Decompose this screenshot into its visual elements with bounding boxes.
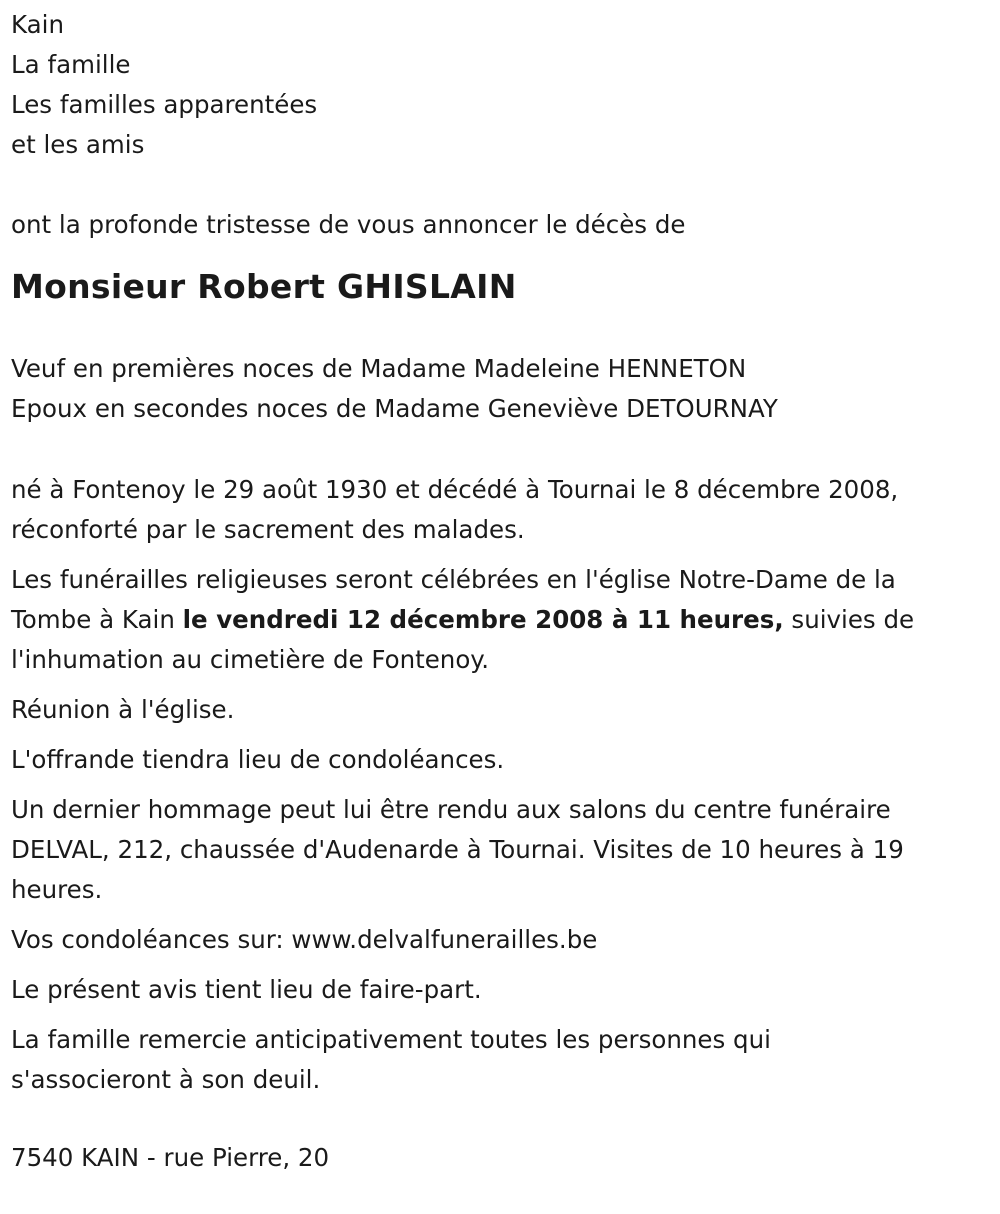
announcers-block: [11, 5, 986, 165]
second-spouse: Epoux en secondes noces de Madame Geneviève DETOURNAY: [11, 394, 778, 423]
meeting-paragraph: [11, 690, 986, 730]
funeral-paragraph: [11, 560, 986, 680]
announcer-location: Kain: [11, 10, 64, 39]
meeting-text: Réunion à l'église.: [11, 695, 235, 724]
obituary-notice: [11, 5, 986, 1178]
funeral-location-text: Tombe à Kain: [11, 605, 183, 634]
funeral-followed-text: suivies de: [783, 605, 915, 634]
announcer-friends: et les amis: [11, 130, 145, 159]
thanks-line-2: s'associeront à son deuil.: [11, 1065, 321, 1094]
first-spouse: Veuf en premières noces de Madame Madeleine HENNETON: [11, 354, 747, 383]
tribute-line-3: heures.: [11, 875, 103, 904]
address: 7540 KAIN - rue Pierre, 20: [11, 1143, 330, 1172]
condolences-text: Vos condoléances sur: www.delvalfunerailles.be: [11, 925, 598, 954]
spacer: [11, 1100, 986, 1138]
spacer: [11, 429, 986, 470]
funeral-line-1: Les funérailles religieuses seront célébrées en l'église Notre-Dame de la: [11, 565, 896, 594]
deceased-name: Monsieur Robert GHISLAIN: [11, 267, 517, 306]
condolences-paragraph: [11, 920, 986, 960]
tribute-line-2: DELVAL, 212, chaussée d'Audenarde à Tournai. Visites de 10 heures à 19: [11, 835, 904, 864]
announcer-family: La famille: [11, 50, 131, 79]
spacer: [11, 165, 986, 205]
sacrament-line: réconforté par le sacrement des malades.: [11, 515, 525, 544]
announcement-text: ont la profonde tristesse de vous annoncer le décès de: [11, 210, 686, 239]
announcer-related-families: Les familles apparentées: [11, 90, 318, 119]
birth-death-paragraph: [11, 470, 986, 550]
thanks-paragraph: [11, 1020, 986, 1100]
tribute-line-1: Un dernier hommage peut lui être rendu aux salons du centre funéraire: [11, 795, 891, 824]
tribute-paragraph: [11, 790, 986, 910]
funeral-date-time: le vendredi 12 décembre 2008 à 11 heures,: [182, 605, 784, 634]
birth-death-line: né à Fontenoy le 29 août 1930 et décédé à Tournai le 8 décembre 2008,: [11, 475, 899, 504]
offering-text: L'offrande tiendra lieu de condoléances.: [11, 745, 505, 774]
spacer: [11, 307, 986, 349]
offering-paragraph: [11, 740, 986, 780]
notice-paragraph: [11, 970, 986, 1010]
funeral-line-3: l'inhumation au cimetière de Fontenoy.: [11, 645, 490, 674]
funeral-line-2: [11, 600, 986, 640]
spouses-block: [11, 349, 986, 429]
thanks-line-1: La famille remercie anticipativement toutes les personnes qui: [11, 1025, 771, 1054]
notice-text: Le présent avis tient lieu de faire-part.: [11, 975, 482, 1004]
